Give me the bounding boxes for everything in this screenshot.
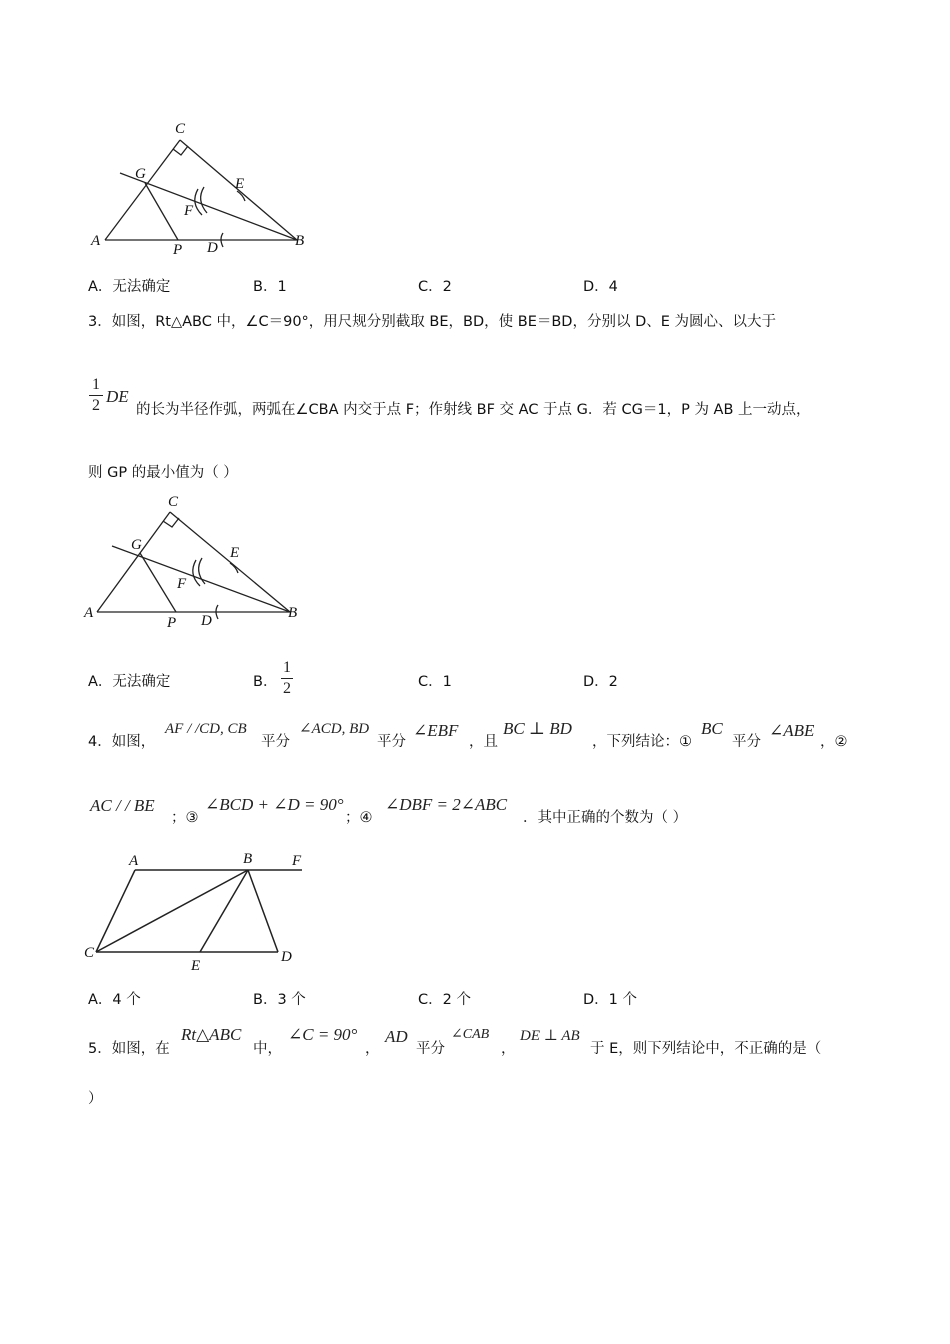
q4-math-dbf-abc: ∠DBF = 2∠ABC <box>385 795 508 814</box>
figure-1-triangle-construction <box>85 115 315 260</box>
q4-text-and: ，且 <box>469 734 498 750</box>
q5-text-comma-2: ， <box>501 1041 516 1057</box>
q4-text-bisect-2: 平分 <box>377 734 406 750</box>
q3-option-b-denominator: 2 <box>283 680 291 697</box>
q2-option-c[interactable]: C．2 <box>418 279 452 295</box>
label-c: C <box>84 945 95 961</box>
q3-fraction-numerator: 1 <box>92 376 100 393</box>
q3-text-line3: 则 GP 的最小值为（ ） <box>88 465 238 481</box>
figure-2-triangle-construction <box>80 490 310 635</box>
q4-text-bisect-1: 平分 <box>261 734 290 750</box>
q2-option-d[interactable]: D．4 <box>583 279 618 295</box>
label-a: A <box>84 605 94 621</box>
q4-math-ebf: ∠EBF <box>413 721 459 740</box>
ray-bf <box>120 173 297 240</box>
segment-cb <box>170 512 290 612</box>
q4-option-c[interactable]: C．2 个 <box>418 992 471 1008</box>
segment-ac <box>97 512 170 612</box>
label-d: D <box>281 949 292 965</box>
q5-text-comma-1: ， <box>365 1041 380 1057</box>
q3-option-c[interactable]: C．1 <box>418 674 452 690</box>
q3-math-de: DE <box>106 387 129 406</box>
q5-math-ad: AD <box>385 1027 408 1046</box>
label-p: P <box>173 242 183 258</box>
figure-3-parallel-lines <box>80 845 310 975</box>
segment-bd <box>248 870 278 952</box>
q5-text-zhong: 中， <box>253 1041 282 1057</box>
q4-text-2: ，② <box>820 734 848 750</box>
label-a: A <box>91 233 101 249</box>
q4-intro: 4．如图， <box>88 734 156 750</box>
q5-math-de-perp-ab: DE ⊥ AB <box>520 1028 580 1044</box>
q4-math-bcd-d: ∠BCD + ∠D = 90° <box>205 795 344 814</box>
segment-gp <box>145 183 178 240</box>
q3-text-line2: 的长为半径作弧，两弧在∠CBA 内交于点 F；作射线 BF 交 AC 于点 G．若 CG＝1，P 为 AB 上一动点， <box>136 402 811 418</box>
label-d: D <box>201 613 212 629</box>
q4-math-abe: ∠ABE <box>769 721 815 740</box>
q4-option-a[interactable]: A．4 个 <box>88 992 141 1008</box>
q4-math-af-cd: AF / /CD, CB <box>165 721 247 737</box>
q3-option-b-prefix: B． <box>253 674 278 690</box>
q3-option-d[interactable]: D．2 <box>583 674 618 690</box>
label-g: G <box>135 166 146 182</box>
label-d: D <box>207 240 218 256</box>
q5-math-angle-c: ∠C = 90° <box>288 1025 358 1044</box>
q3-option-b-numerator: 1 <box>283 659 291 676</box>
label-b: B <box>243 851 253 867</box>
q3-text-line1: 3．如图，Rt△ABC 中，∠C＝90°，用尺规分别截取 BE，BD，使 BE＝BD，分别以 D、E 为圆心、以大于 <box>88 314 777 330</box>
q5-math-rt-abc: Rt△ABC <box>181 1025 242 1044</box>
q4-text-4: ；④ <box>345 810 373 826</box>
label-e: E <box>191 958 201 974</box>
segment-ac <box>96 870 135 952</box>
label-g: G <box>131 537 142 553</box>
label-p: P <box>167 615 177 631</box>
q2-option-b[interactable]: B．1 <box>253 279 287 295</box>
q5-intro: 5．如图，在 <box>88 1041 170 1057</box>
label-b: B <box>288 605 298 621</box>
q4-math-acd-bd: ∠ACD, BD <box>299 721 370 737</box>
label-a: A <box>129 853 139 869</box>
q3-option-b[interactable] <box>253 675 277 690</box>
q5-text-bisect: 平分 <box>416 1041 445 1057</box>
q3-fraction-denominator: 2 <box>92 397 100 414</box>
q4-math-bc: BC <box>701 719 723 738</box>
label-b: B <box>295 233 305 249</box>
q4-text-3: ；③ <box>171 810 199 826</box>
label-f: F <box>184 203 194 219</box>
q2-option-a[interactable]: A．无法确定 <box>88 279 171 295</box>
q4-text-bisect-3: 平分 <box>732 734 761 750</box>
q5-text-line2: ） <box>88 1091 103 1107</box>
label-f: F <box>292 853 302 869</box>
label-c: C <box>175 121 186 137</box>
label-c: C <box>168 494 179 510</box>
segment-gp <box>140 553 176 612</box>
q4-option-b[interactable]: B．3 个 <box>253 992 306 1008</box>
q3-option-a[interactable]: A．无法确定 <box>88 674 171 690</box>
label-e: E <box>235 176 245 192</box>
segment-bc <box>96 870 248 952</box>
q4-math-bc-perp-bd: BC ⊥ BD <box>503 719 572 738</box>
q3-fraction <box>89 377 103 414</box>
arc-f-2 <box>201 187 207 213</box>
q4-math-ac-parallel-be: AC / / BE <box>90 796 155 815</box>
label-f: F <box>177 576 187 592</box>
q4-text-conclusions: ，下列结论：① <box>592 734 692 750</box>
label-e: E <box>230 545 240 561</box>
q4-text-question: ．其中正确的个数为（ ） <box>523 810 688 826</box>
q3-option-b-fraction <box>281 660 293 697</box>
q5-math-cab: ∠CAB <box>451 1027 490 1042</box>
q4-option-d[interactable]: D．1 个 <box>583 992 637 1008</box>
q5-text-rest: 于 E，则下列结论中，不正确的是（ <box>590 1041 822 1057</box>
